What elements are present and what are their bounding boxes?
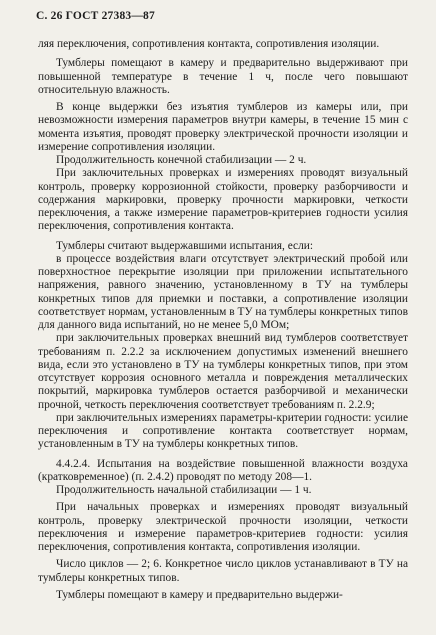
paragraph: при заключительных измерениях параметры-критерии годности: усилие переключения и сопротивление контакта соответствует нормам, установленным в ТУ на тумблеры конкретных типов. bbox=[38, 411, 409, 451]
document-body bbox=[38, 38, 408, 602]
paragraph: при заключительных проверках внешний вид тумблеров соответствует требованиям п. 2.2.2 за исключением допустимых изменений внешнего вида, если это установлено в ТУ на тумблеры конкретных типов, при этом отсутствует коррозия основного металла и повреждения металлических покрытий, маркировка тумблеров остается разборчивой и механически прочной, четкость переключения соответствует требованиям п. 2.2.9; bbox=[38, 332, 408, 411]
section-paragraph: 4.4.2.4. Испытания на воздействие повышенной влажности воздуха (кратковременное) (п. 2.4.2) проводят по методу 208—1. bbox=[38, 457, 408, 483]
paragraph: При начальных проверках и измерениях проводят визуальный контроль, проверку электрической прочности изоляции, четкости переключения и измерение параметров-критериев годности: усилия переключения, сопротивления контакта, сопротивления изоляции. bbox=[38, 501, 408, 553]
paragraph: Продолжительность конечной стабилизации — 2 ч. bbox=[56, 154, 307, 166]
paragraph: При заключительных проверках и измерениях проводят визуальный контроль, проверку коррозионной стойкости, проверку разборчивости и содержания маркировки, проверку прочности маркировки, четкости переключения, а также измерение параметров-критериев годности усилия переключения, сопротивления контакта. bbox=[38, 167, 408, 233]
paragraph: Тумблеры помещают в камеру и предварительно выдержи- bbox=[56, 588, 343, 601]
paragraph: Тумблеры считают выдержавшими испытания, если: bbox=[56, 239, 314, 252]
paragraph: Число циклов — 2; 6. Конкретное число циклов устанавливают в ТУ на тумблеры конкретных типов. bbox=[38, 558, 408, 584]
paragraph: Продолжительность начальной стабилизации — 1 ч. bbox=[56, 484, 312, 496]
paragraph: В конце выдержки без изъятия тумблеров из камеры или, при невозможности измерения параметров внутри камеры, в течение 15 мин с момента изъятия, проводят проверку электрической прочности изоляции и измерение сопротивления изоляции. bbox=[38, 101, 408, 153]
page-header: С. 26 ГОСТ 27383—87 bbox=[36, 10, 155, 22]
paragraph: Тумблеры помещают в камеру и предварительно выдерживают при повышенной температуре в течение 1 ч, после чего повышают относительную влажность. bbox=[38, 57, 408, 96]
paragraph-continuation: ляя переключения, сопротивления контакта, сопротивления изоляции. bbox=[38, 38, 380, 50]
paragraph: в процессе воздействия влаги отсутствует электрический пробой или поверхностное перекрытие изоляции при приложении испытательного напряжения, равного значению, установленному в ТУ на тумблеры конкретных типов для приемки и поставки, а сопротивление изоляции соответствует нормам, установленным в ТУ на тумблеры конкретных типов для данного вида испытаний, но не менее 5,0 МОм; bbox=[38, 252, 408, 331]
